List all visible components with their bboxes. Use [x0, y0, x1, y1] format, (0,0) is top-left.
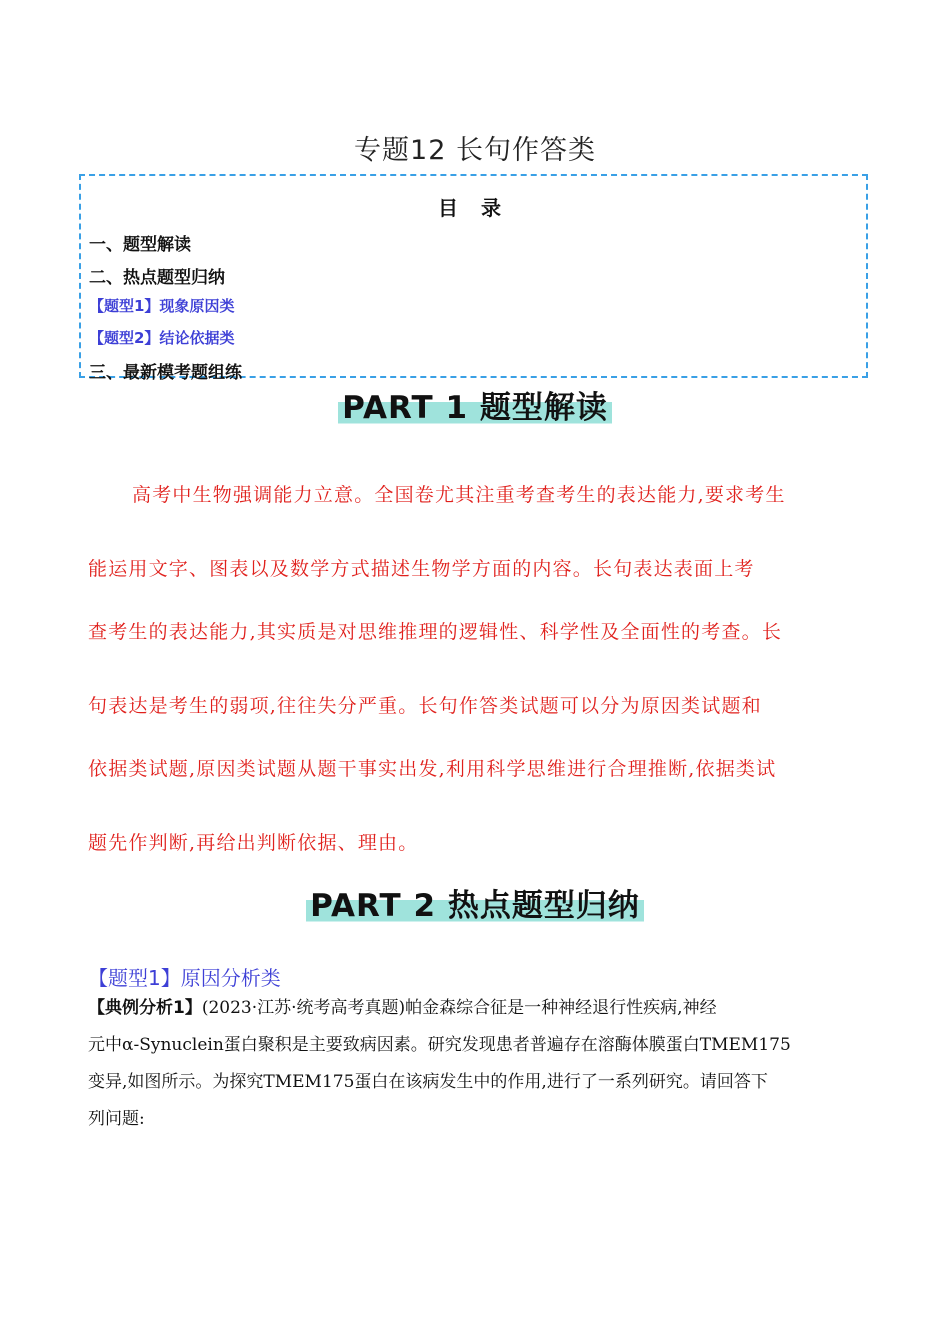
toc-heading: 目 录	[438, 196, 509, 220]
example-line: 变异,如图所示。为探究TMEM175蛋白在该病发生中的作用,进行了一系列研究。请回答下	[88, 1072, 768, 1092]
intro-line: 高考中生物强调能力立意。全国卷尤其注重考查考生的表达能力,要求考生	[132, 484, 786, 506]
toc-item-reading[interactable]: 一、题型解读	[89, 235, 191, 255]
toc-item-type1[interactable]: 【题型1】现象原因类	[89, 297, 235, 315]
example-line: 列问题:	[88, 1109, 145, 1129]
example-line: 元中α-Synuclein蛋白聚积是主要致病因素。研究发现患者普遍存在溶酶体膜蛋白TMEM175	[88, 1035, 791, 1055]
toc-item-type2[interactable]: 【题型2】结论依据类	[89, 329, 235, 347]
toc-item-hot-types[interactable]: 二、热点题型归纳	[89, 268, 225, 288]
example-line	[88, 993, 717, 1018]
intro-line: 能运用文字、图表以及数学方式描述生物学方面的内容。长句表达表面上考	[88, 558, 755, 580]
part1-label: PART 1 题型解读	[338, 382, 612, 427]
page-title: 专题12 长句作答类	[354, 135, 596, 166]
toc-item-practice[interactable]: 三、最新模考题组练	[89, 363, 242, 383]
part2-label: PART 2 热点题型归纳	[306, 880, 644, 925]
part1-banner	[0, 382, 950, 427]
intro-line: 依据类试题,原因类试题从题干事实出发,利用科学思维进行合理推断,依据类试	[88, 758, 777, 780]
part2-banner	[0, 880, 950, 925]
example-label: 【典例分析1】	[88, 998, 202, 1018]
section-heading: 【题型1】原因分析类	[88, 966, 281, 990]
example-text: (2023·江苏·统考高考真题)帕金森综合征是一种神经退行性疾病,神经	[201, 998, 717, 1018]
intro-line: 句表达是考生的弱项,往往失分严重。长句作答类试题可以分为原因类试题和	[88, 695, 762, 717]
intro-line: 查考生的表达能力,其实质是对思维推理的逻辑性、科学性及全面性的考查。长	[88, 621, 783, 643]
intro-line: 题先作判断,再给出判断依据、理由。	[88, 832, 419, 854]
table-of-contents	[79, 174, 868, 383]
